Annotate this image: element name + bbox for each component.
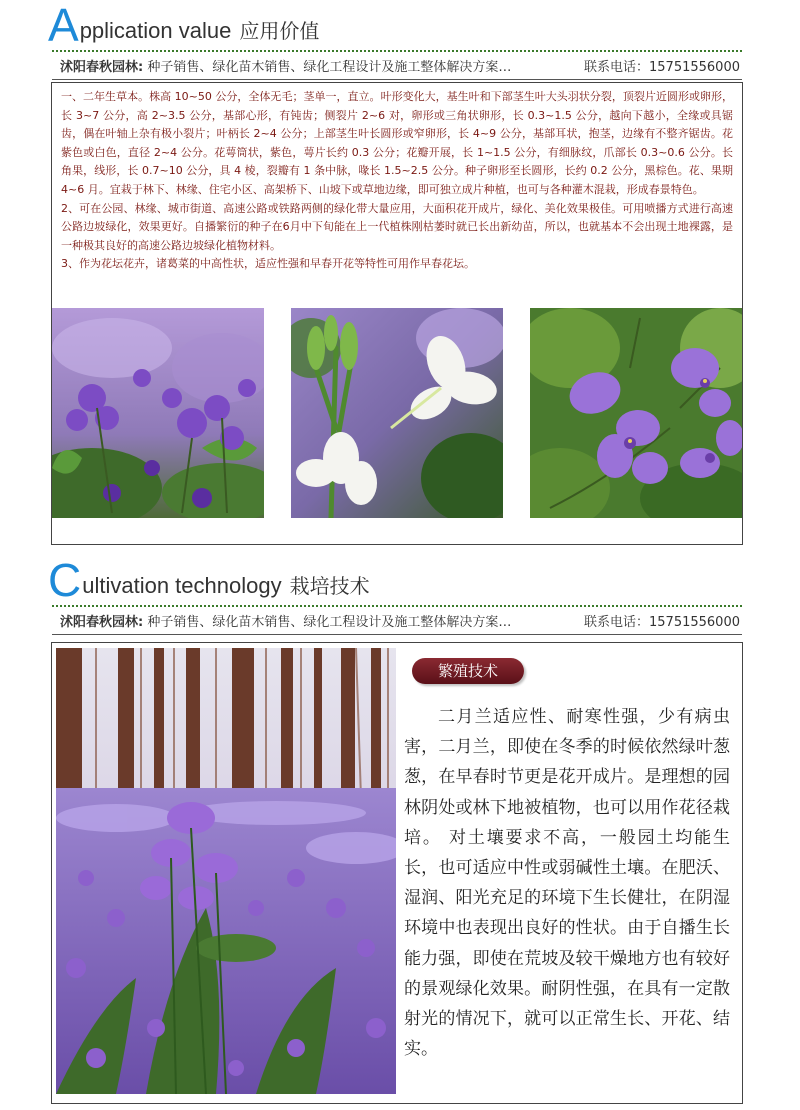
- photo-purple-closeup: [530, 308, 742, 518]
- divider-solid: [52, 79, 742, 80]
- photo-purple-cluster: [52, 308, 264, 518]
- application-paragraph-1: 一、二年生草本。株高 10~50 公分，全体无毛；茎单一，直立。叶形变化大，基生叶和下部茎生叶大头羽状分裂，顶裂片近圆形或卵形，长 3~7 公分，高 2~3.5 公分，基部心形，有钝齿；侧裂片 2~6 对，卵形或三角状卵形，长 0.3~1.5 公分，越向下越小，全缘或具锯齿，偶在叶轴上杂有极小裂片；叶柄长 2~4 公分；上部茎生叶长圆形或窄卵形，长 4~9 公分，基部耳状，抱茎，边缘有不整齐锯齿。花紫色或白色，直径 2~4 公分。花萼筒状，紫色，萼片长约 0.3 公分；花瓣开展，长 1~1.5 公分，有细脉纹，爪部长 0.3~0.6 公分。长角果，线形，长 0.7~10 公分，具 4 棱，裂瓣有 1 条中脉，喙长 1.5~2.5 公分。种子卵形至长圆形，长约 0.2 公分，黑棕色。花、果期 4~6 月。宜栽于林下、林缘、住宅小区、高架桥下、山坡下或草地边缘，即可独立成片种植，也可与各种灌木混栽，形成春景特色。: [61, 90, 733, 196]
- cultivation-title-en: ultivation technology: [82, 573, 282, 598]
- company-services: [60, 611, 511, 630]
- services-text: 种子销售、绿化苗木销售、绿化工程设计及施工整体解决方案…: [147, 614, 512, 630]
- application-paragraph-2: 2、可在公园、林缘、城市街道、高速公路或铁路两侧的绿化带大量应用，大面积花开成片，绿化、美化效果极佳。可用喷播方式进行高速公路边坡绿化，效果更好。自播繁衍的种子在6月中下旬能在上一代植株刚枯萎时就已长出新幼苗，所以，也就基本不会出现土地裸露，是一种极其良好的高速公路边坡绿化植物材料。: [61, 201, 733, 252]
- cultivation-title: [48, 554, 370, 606]
- phone-number: 联系电话：15751556000: [584, 614, 740, 630]
- application-title-cn: 应用价值: [239, 19, 320, 43]
- company-name: 沭阳春秋园林:: [60, 614, 144, 630]
- application-paragraph-3: 3、作为花坛花卉，诸葛菜的中高性状，适应性强和早春开花等特性可用作早春花坛。: [61, 257, 475, 271]
- propagation-badge: 繁殖技术: [412, 658, 524, 684]
- cultivation-description: 二月兰适应性、耐寒性强，少有病虫害，二月兰，即使在冬季的时候依然绿叶葱葱，在早春时节更是花开成片。是理想的园林阴处或林下地被植物，也可以用作花径栽培。 对土壤要求不高，一般园土均能生长，也可适应中性或弱碱性土壤。在肥沃、湿润、阳光充足的环境下生长健壮，在阴湿环境中也表现出良好的性状。由于自播生长能力强，即使在荒坡及较干燥地方也有较好的景观绿化效果。耐阴性强，在具有一定散射光的情况下，就可以正常生长、开花、结实。: [404, 707, 730, 1060]
- cultivation-title-initial: C: [48, 554, 82, 606]
- info-bar-2: [60, 610, 740, 630]
- company-name: 沭阳春秋园林:: [60, 59, 144, 75]
- divider-dotted: [52, 605, 742, 607]
- company-services: [60, 56, 511, 75]
- application-description: [61, 88, 733, 274]
- divider-solid: [52, 634, 742, 635]
- application-title: [48, 0, 320, 51]
- photo-white-flower: [291, 308, 503, 518]
- cultivation-title-cn: 栽培技术: [289, 574, 370, 598]
- services-text: 种子销售、绿化苗木销售、绿化工程设计及施工整体解决方案…: [147, 59, 512, 75]
- divider-dotted: [52, 50, 742, 52]
- phone-number: 联系电话：15751556000: [584, 59, 740, 75]
- photo-forest-field: [56, 648, 396, 1094]
- info-bar-1: [60, 55, 740, 75]
- application-title-initial: A: [48, 0, 79, 51]
- application-title-en: pplication value: [79, 18, 232, 43]
